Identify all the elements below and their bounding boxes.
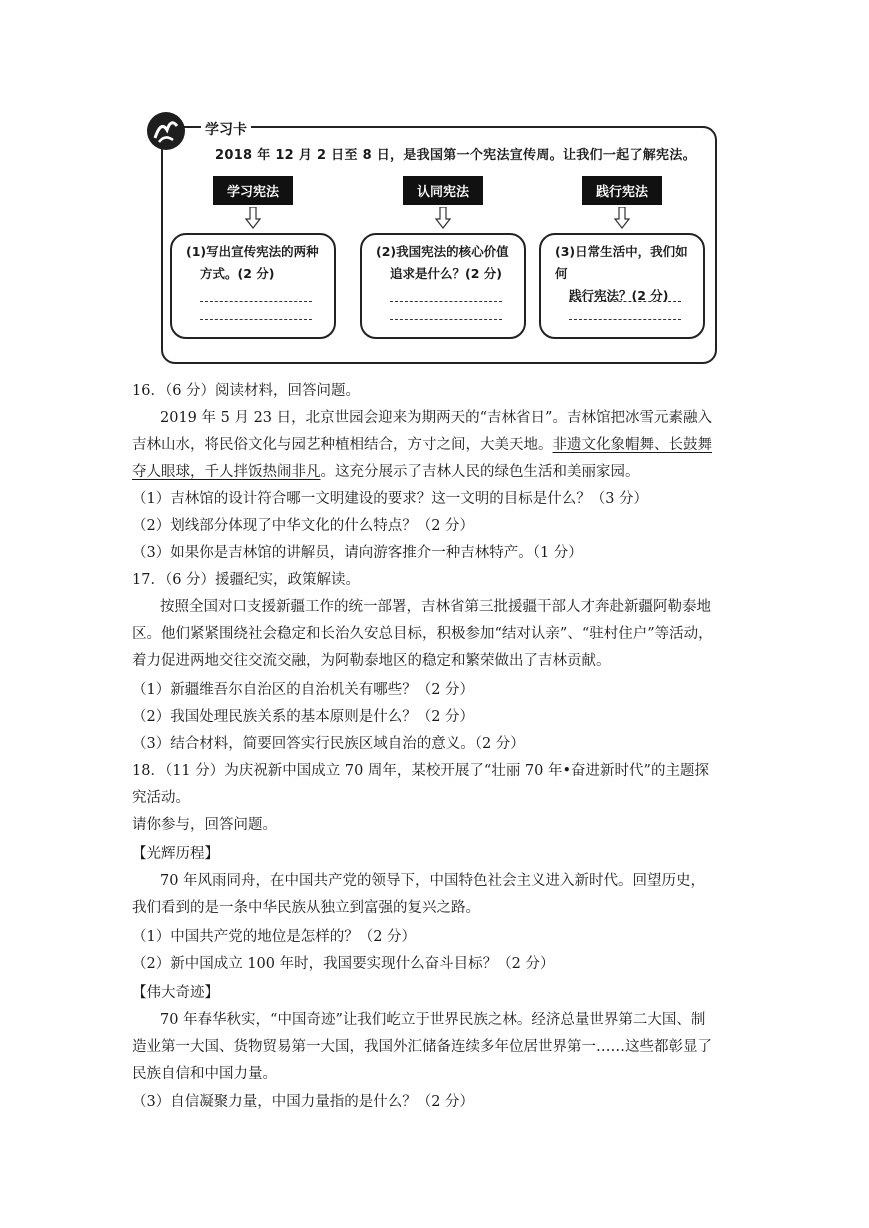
q16-subquestion-3: （3）如果你是吉林馆的讲解员，请向游客推介一种吉林特产。（1 分）: [132, 545, 583, 561]
q17-subquestion-1: （1）新疆维吾尔自治区的自治机关有哪些？（2 分）: [132, 682, 475, 698]
q16-underlined-text: 夺人眼球，千人拌饭热闹非凡: [132, 464, 321, 480]
question-box-1-line2: 方式。(2 分): [200, 266, 275, 281]
study-card-intro: 2018 年 12 月 2 日至 8 日，是我国第一个宪法宣传周。让我们一起了解宪法。: [215, 148, 696, 163]
tag-learn-constitution: 学习宪法: [213, 176, 293, 205]
question-box-3: [539, 233, 705, 339]
q18-heading-line1: 18．（11 分）为庆祝新中国成立 70 周年，某校开展了“壮丽 70 年•奋进新时代”的主题探: [132, 763, 709, 779]
q18-instruction: 请你参与，回答问题。: [132, 817, 277, 833]
q17-subquestion-3: （3）结合材料，简要回答实行民族区域自治的意义。（2 分）: [132, 736, 525, 752]
q17-material-line2: 区。他们紧紧围绕社会稳定和长治久安总目标，积极参加“结对认亲”、“驻村住户”等活动，: [132, 626, 713, 642]
tag-practice-constitution: 践行宪法: [582, 176, 662, 205]
question-box-3-line1: (3)日常生活中，我们如何: [555, 244, 688, 281]
answer-line: [569, 301, 681, 302]
tag-identify-constitution: 认同宪法: [403, 176, 483, 205]
q16-subquestion-1: （1）吉林馆的设计符合哪一文明建设的要求？这一文明的目标是什么？（3 分）: [132, 491, 649, 507]
question-box-2: [360, 233, 526, 339]
study-card-title: 学习卡: [201, 119, 251, 139]
answer-line: [390, 301, 502, 302]
down-arrow-icon: [435, 207, 451, 229]
q16-material-line2: [132, 432, 712, 459]
q18-subquestion-3: （3）自信凝聚力量，中国力量指的是什么？（2 分）: [132, 1094, 475, 1110]
question-box-2-line2: 追求是什么？(2 分): [390, 266, 502, 281]
q18-heading-line2: 究活动。: [132, 790, 190, 806]
q18-subquestion-2: （2）新中国成立 100 年时，我国要实现什么奋斗目标？（2 分）: [132, 956, 555, 972]
q17-heading: 17．（6 分）援疆纪实，政策解读。: [132, 572, 361, 588]
q18-section2-line1: 70 年春华秋实，“中国奇迹”让我们屹立于世界民族之林。经济总量世界第二大国、制: [160, 1012, 706, 1028]
column-learn-constitution: [170, 176, 336, 350]
study-card-logo-icon: [147, 112, 185, 150]
q16-material-line1: 2019 年 5 月 23 日，北京世园会迎来为期两天的“吉林省日”。吉林馆把冰雪元素融入: [160, 410, 712, 426]
q18-section-great-miracle: 【伟大奇迹】: [132, 985, 219, 1001]
question-box-1-line1: (1)写出宣传宪法的两种: [186, 244, 319, 259]
q18-section1-line1: 70 年风雨同舟，在中国共产党的领导下，中国特色社会主义进入新时代。回望历史，: [160, 873, 706, 889]
q16-heading: 16．（6 分）阅读材料，回答问题。: [132, 383, 361, 399]
down-arrow-icon: [245, 207, 261, 229]
q18-section1-line2: 我们看到的是一条中华民族从独立到富强的复兴之路。: [132, 900, 480, 916]
q18-subquestion-1: （1）中国共产党的地位是怎样的？（2 分）: [132, 929, 417, 945]
q18-section2-line3: 民族自信和中国力量。: [132, 1066, 277, 1082]
q16-underlined-text: 非遗文化象帽舞、长鼓舞: [552, 437, 712, 453]
q17-material-line1: 按照全国对口支援新疆工作的统一部署，吉林省第三批援疆干部人才奔赴新疆阿勒泰地: [160, 599, 711, 615]
answer-line: [569, 319, 681, 320]
answer-line: [200, 301, 312, 302]
question-box-2-line1: (2)我国宪法的核心价值: [376, 244, 509, 259]
column-practice-constitution: [539, 176, 705, 350]
q17-subquestion-2: （2）我国处理民族关系的基本原则是什么？（2 分）: [132, 709, 475, 725]
q18-section-glorious-history: 【光辉历程】: [132, 846, 219, 862]
column-identify-constitution: [360, 176, 526, 350]
q16-subquestion-2: （2）划线部分体现了中华文化的什么特点？（2 分）: [132, 518, 475, 534]
q16-material-line3: [132, 459, 640, 486]
q18-section2-line2: 造业第一大国、货物贸易第一大国，我国外汇储备连续多年位居世界第一……这些都彰显了: [132, 1039, 712, 1055]
answer-line: [390, 319, 502, 320]
study-card: [157, 118, 721, 366]
q17-material-line3: 着力促进两地交往交流交融，为阿勒泰地区的稳定和繁荣做出了吉林贡献。: [132, 653, 611, 669]
q16-material-text: 吉林山水，将民俗文化与园艺种植相结合，方寸之间，大美天地。: [132, 437, 553, 453]
question-box-3-line2: 践行宪法？(2 分): [569, 288, 669, 303]
down-arrow-icon: [614, 207, 630, 229]
q16-material-text: 。这充分展示了吉林人民的绿色生活和美丽家园。: [320, 464, 640, 480]
answer-line: [200, 319, 312, 320]
question-box-1: [170, 233, 336, 339]
